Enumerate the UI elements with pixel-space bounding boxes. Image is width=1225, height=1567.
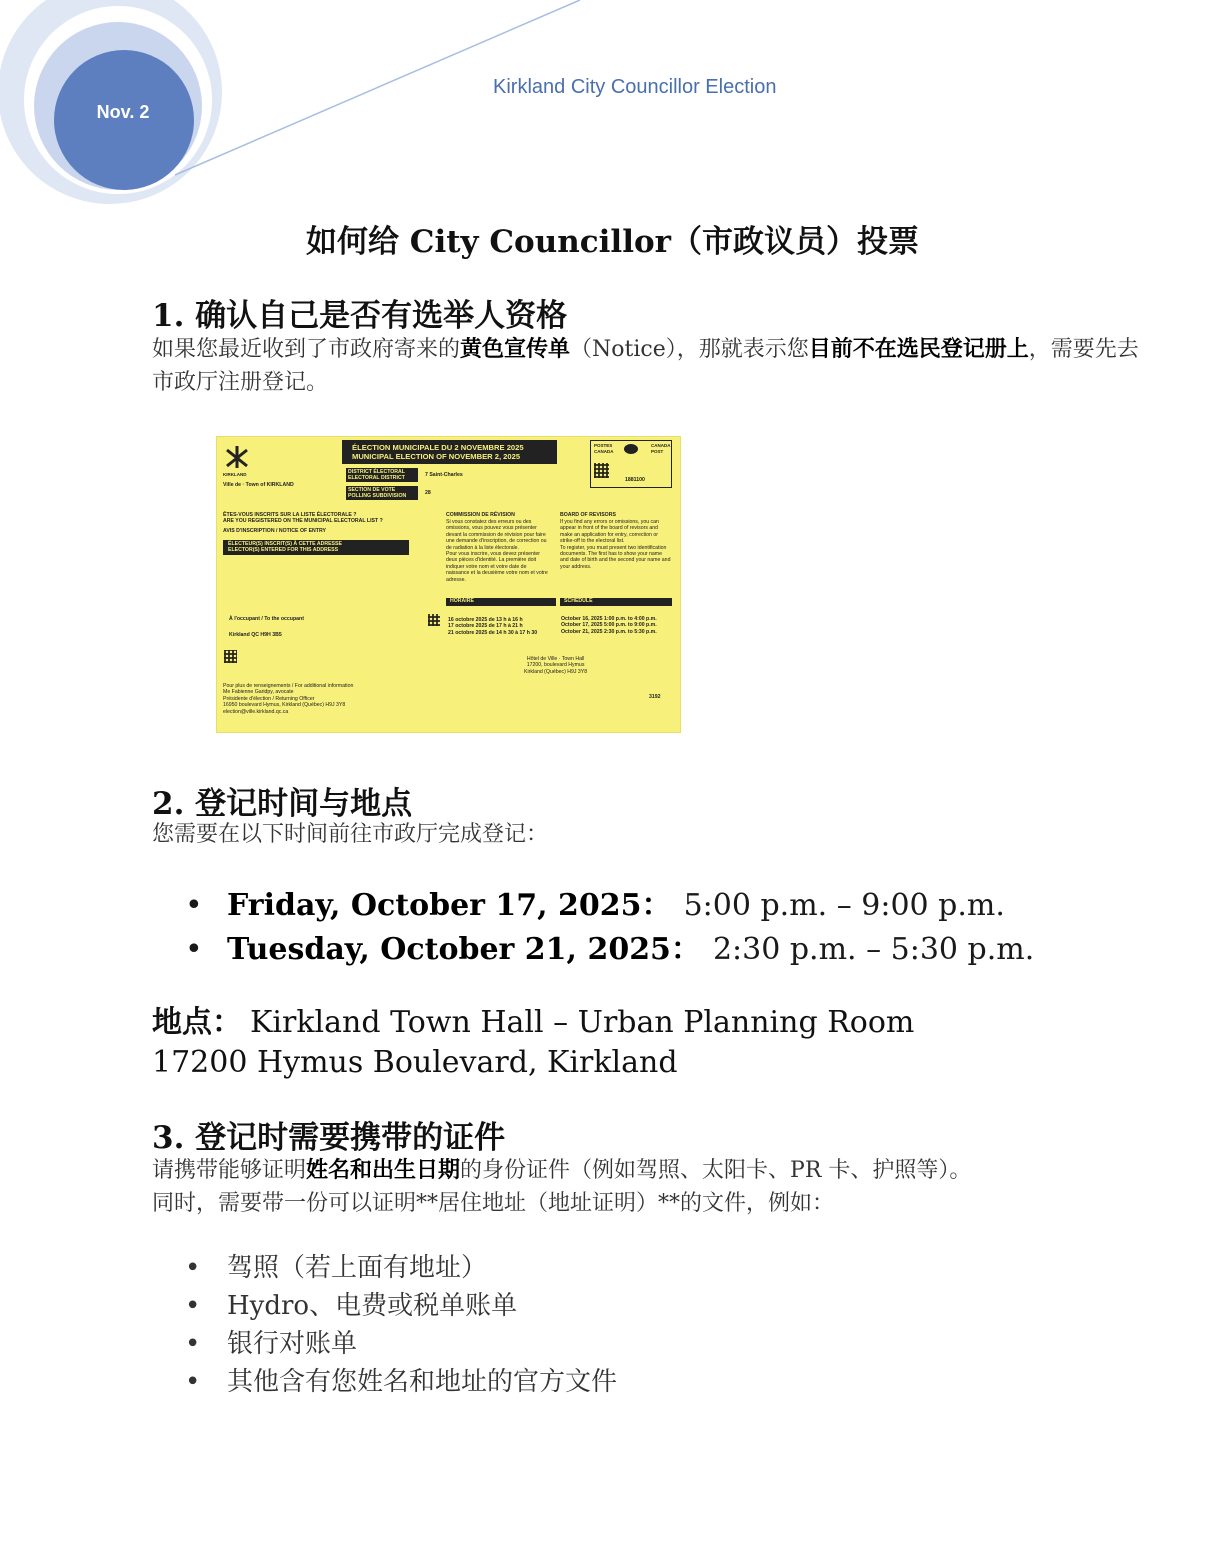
section1-heading: 1. 确认自己是否有选举人资格 bbox=[152, 298, 568, 334]
notice-commission-title: COMMISSION DE RÉVISION bbox=[446, 512, 515, 518]
section1-bold-not-registered: 目前不在选民登记册上 bbox=[808, 336, 1029, 362]
time-hours: 5:00 p.m. – 9:00 p.m. bbox=[683, 888, 1005, 923]
section1-text-1: 如果您最近收到了市政府寄来的 bbox=[152, 337, 461, 362]
list-item: • 其他含有您姓名和地址的官方文件 bbox=[185, 1363, 617, 1401]
notice-registered-question: ÊTES-VOUS INSCRITS SUR LA LISTE ÉLECTORALE ? ARE YOU REGISTERED ON THE MUNICIPAL ELECTORAL LIST ? bbox=[223, 512, 383, 525]
address-proof-list bbox=[185, 1249, 617, 1401]
notice-board-title: BOARD OF REVISORS bbox=[560, 512, 616, 518]
section3-text-2: 的身份证件（例如驾照、太阳卡、PR 卡、护照等）。 bbox=[460, 1158, 972, 1183]
notice-title-en: MUNICIPAL ELECTION OF NOVEMBER 2, 2025 bbox=[352, 452, 521, 461]
header-title: Kirkland City Councillor Election bbox=[493, 76, 777, 98]
kirkland-logo-icon bbox=[223, 444, 251, 470]
notice-board-text: If you find any errors or omissions, you can appear in front of the board of revisors and make an application for entry, correction or strike-off to the electoral list. To register, you must present two identification documents. The first has to show your name and date of birth and the second your name and your address. bbox=[560, 519, 671, 570]
notice-avis: AVIS D'INSCRIPTION / NOTICE OF ENTRY bbox=[223, 528, 326, 534]
postage-box bbox=[590, 440, 672, 488]
section1-text-2: （Notice），那就表示您 bbox=[570, 337, 809, 362]
list-item: • 银行对账单 bbox=[185, 1325, 617, 1363]
notice-schedule-bar: SCHEDULE bbox=[560, 598, 672, 606]
section1-text-3: ，需要先去市政厅注册登记。 bbox=[152, 337, 1139, 395]
location-line1: Kirkland Town Hall – Urban Planning Room bbox=[250, 1005, 915, 1040]
notice-section-label: SECTION DE VOTE POLLING SUBDIVISION bbox=[346, 486, 418, 500]
date-badge: Nov. 2 bbox=[96, 102, 150, 122]
notice-district-label: DISTRICT ÉLECTORAL ELECTORAL DISTRICT bbox=[346, 468, 418, 482]
list-item: • 驾照（若上面有地址） bbox=[185, 1249, 617, 1287]
yellow-notice-image bbox=[216, 436, 681, 733]
notice-logo-label: KIRKLAND bbox=[223, 472, 247, 477]
notice-code: 3192 bbox=[649, 694, 661, 700]
section3-paragraph-2: 同时，需要带一份可以证明**居住地址（地址证明）**的文件，例如： bbox=[152, 1191, 835, 1216]
notice-commission-text: Si vous constatez des erreurs ou des omissions, vous pouvez vous présenter devant la commission de révision pour faire une demande d'inscription, de correction ou de radiation à la liste électorale. Pour vous inscrire, vous devez présenter deux pièces d'identité. La première doit indiquer votre nom et votre date de naissance et la deuxième votre nom et votre adresse. bbox=[446, 519, 548, 583]
occupant-qr-icon bbox=[224, 650, 237, 663]
section2-intro: 您需要在以下时间前往市政厅完成登记： bbox=[152, 822, 549, 847]
canada-post-logo-icon bbox=[623, 443, 639, 455]
notice-electors-bar: ÉLECTEUR(S) INSCRIT(S) À CETTE ADRESSE ELECTOR(S) ENTERED FOR THIS ADDRESS bbox=[223, 540, 409, 555]
notice-town: Ville de · Town of KIRKLAND bbox=[223, 482, 294, 488]
section2-heading: 2. 登记时间与地点 bbox=[152, 786, 413, 822]
section3-paragraph-1 bbox=[152, 1154, 1142, 1187]
list-item bbox=[185, 884, 1034, 928]
section3-heading: 3. 登记时需要携带的证件 bbox=[152, 1120, 506, 1156]
notice-qr-icon bbox=[428, 614, 440, 626]
time-date: Tuesday, October 21, 2025： bbox=[227, 932, 701, 967]
location-line2: 17200 Hymus Boulevard, Kirkland bbox=[152, 1045, 678, 1080]
time-hours: 2:30 p.m. – 5:30 p.m. bbox=[712, 932, 1035, 967]
notice-info: Pour plus de renseignements / For additional information Me Fabienne Garidpy, avocate Présidente d'élection / Returning Officer 16950 boulevard Hymus, Kirkland (Québec) H9J 3Y8 election@ville.kirkland.qc.ca bbox=[223, 683, 354, 715]
document-title: 如何给 City Councillor（市政议员）投票 bbox=[305, 224, 919, 260]
postage-qr-icon bbox=[594, 463, 609, 478]
canada-post: CANADA POST bbox=[651, 443, 671, 455]
list-item bbox=[185, 928, 1034, 972]
notice-occupant-city: Kirkland QC H9H 3B5 bbox=[229, 632, 282, 638]
notice-title-bar bbox=[342, 440, 557, 464]
notice-occupant: À l'occupant / To the occupant bbox=[229, 616, 304, 622]
time-date: Friday, October 17, 2025： bbox=[227, 888, 672, 923]
section1-paragraph bbox=[152, 333, 1142, 399]
notice-horaire-bar: HORAIRE bbox=[446, 598, 556, 606]
notice-section-value: 28 bbox=[425, 490, 431, 496]
section3-text-1: 请携带能够证明 bbox=[152, 1158, 307, 1183]
notice-schedule-lines: October 16, 2025 1:00 p.m. to 4:00 p.m. October 17, 2025 5:00 p.m. to 9:00 p.m. October 21, 2025 2:30 p.m. to 5:30 p.m. bbox=[561, 616, 657, 635]
location-label: 地点： bbox=[152, 1005, 242, 1040]
notice-title-fr: ÉLECTION MUNICIPALE DU 2 NOVEMBRE 2025 bbox=[352, 443, 524, 452]
list-item: • Hydro、电费或税单账单 bbox=[185, 1287, 617, 1325]
section3-bold-name-dob: 姓名和出生日期 bbox=[306, 1157, 461, 1183]
postes-canada: POSTES CANADA bbox=[594, 443, 614, 455]
notice-district-value: 7 Saint-Charles bbox=[425, 472, 463, 478]
notice-town-hall: Hôtel de Ville · Town Hall 17200, boulevard Hymus Kirkland (Québec) H9J 3Y8 bbox=[524, 656, 588, 675]
section1-bold-yellow-notice: 黄色宣传单 bbox=[460, 336, 571, 362]
location-block bbox=[152, 1003, 914, 1083]
postage-number: 1881100 bbox=[625, 477, 645, 483]
registration-times-list bbox=[185, 884, 1034, 972]
notice-horaire-lines: 16 octobre 2025 de 13 h à 16 h 17 octobre 2025 de 17 h à 21 h 21 octobre 2025 de 14 h 30 à 17 h 30 bbox=[448, 617, 538, 636]
